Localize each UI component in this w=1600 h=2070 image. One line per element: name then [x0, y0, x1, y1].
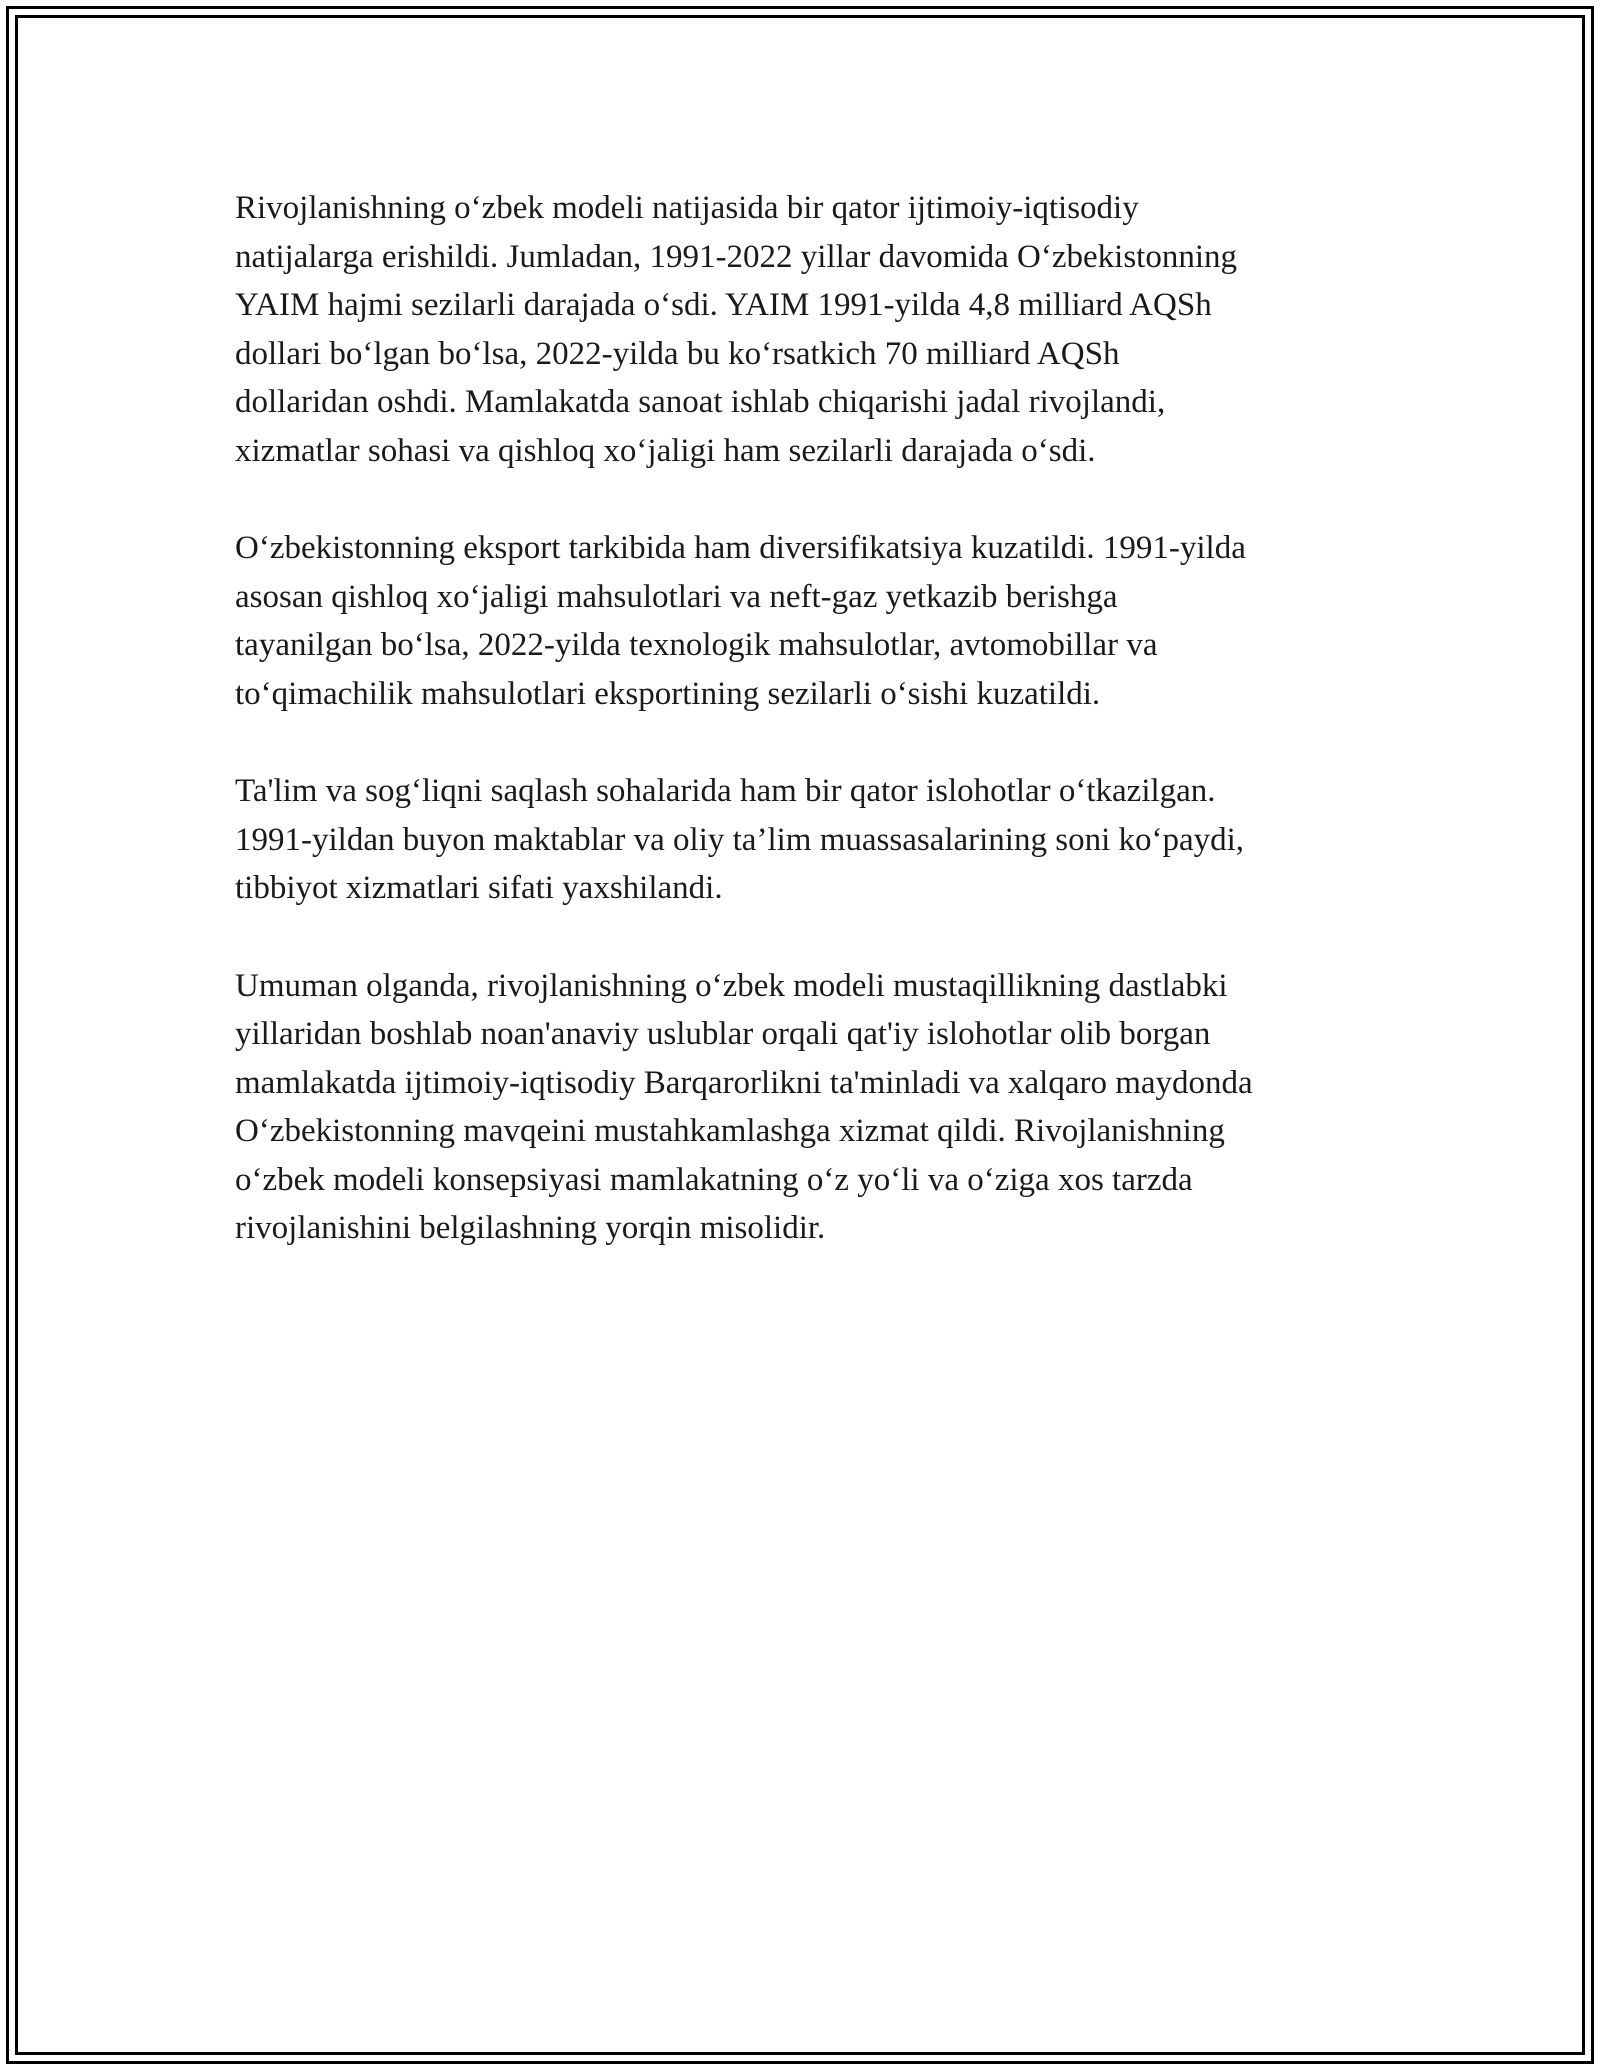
text-line: YAIM hajmi sezilarli darajada o‘sdi. YAIM 1991-yilda 4,8 milliard AQSh — [235, 287, 1212, 323]
text-line: O‘zbekistonning eksport tarkibida ham diversifikatsiya kuzatildi. 1991-yilda — [235, 530, 1246, 566]
text-line: 1991-yildan buyon maktablar va oliy ta’lim muassasalarining soni ko‘paydi, — [235, 821, 1245, 858]
text-line: xizmatlar sohasi va qishloq xo‘jaligi ham sezilarli darajada o‘sdi. — [235, 432, 1096, 469]
paragraph-export-diversification — [235, 524, 1385, 718]
text-line: natijalarga erishildi. Jumladan, 1991-2022 yillar davomida O‘zbekistonning — [235, 238, 1238, 275]
text-line: yillaridan boshlab noan'anaviy uslublar orqali qat'iy islohotlar olib borgan — [235, 1016, 1211, 1052]
text-line: dollari bo‘lgan bo‘lsa, 2022-yilda bu ko‘rsatkich 70 milliard AQSh — [235, 335, 1120, 372]
text-line: O‘zbekistonning mavqeini mustahkamlashga xizmat qildi. Rivojlanishning — [235, 1113, 1225, 1149]
text-line: o‘zbek modeli konsepsiyasi mamlakatning o‘z yo‘li va o‘ziga xos tarzda — [235, 1161, 1193, 1198]
text-line: Rivojlanishning o‘zbek modeli natijasida bir qator ijtimoiy-iqtisodiy — [235, 190, 1139, 226]
text-line: Ta'lim va sog‘liqni saqlash sohalarida ham bir qator islohotlar o‘tkazilgan. — [235, 773, 1216, 809]
text-line: rivojlanishini belgilashning yorqin misolidir. — [235, 1210, 826, 1246]
document-body — [235, 184, 1385, 1302]
text-line: Umuman olganda, rivojlanishning o‘zbek modeli mustaqillikning dastlabki — [235, 967, 1228, 1004]
text-line: asosan qishloq xo‘jaligi mahsulotlari va neft-gaz yetkazib berishga — [235, 578, 1118, 615]
text-line: tayanilgan bo‘lsa, 2022-yilda texnologik mahsulotlar, avtomobillar va — [235, 627, 1158, 663]
paragraph-conclusion — [235, 962, 1385, 1253]
text-line: to‘qimachilik mahsulotlari eksportining sezilarli o‘sishi kuzatildi. — [235, 675, 1101, 712]
text-line: dollaridan oshdi. Mamlakatda sanoat ishlab chiqarishi jadal rivojlandi, — [235, 384, 1166, 420]
paragraph-education-health — [235, 767, 1385, 913]
text-line: tibbiyot xizmatlari sifati yaxshilandi. — [235, 870, 723, 906]
paragraph-gdp-growth — [235, 184, 1385, 475]
text-line: mamlakatda ijtimoiy-iqtisodiy Barqarorlikni ta'minladi va xalqaro maydonda — [235, 1064, 1253, 1101]
